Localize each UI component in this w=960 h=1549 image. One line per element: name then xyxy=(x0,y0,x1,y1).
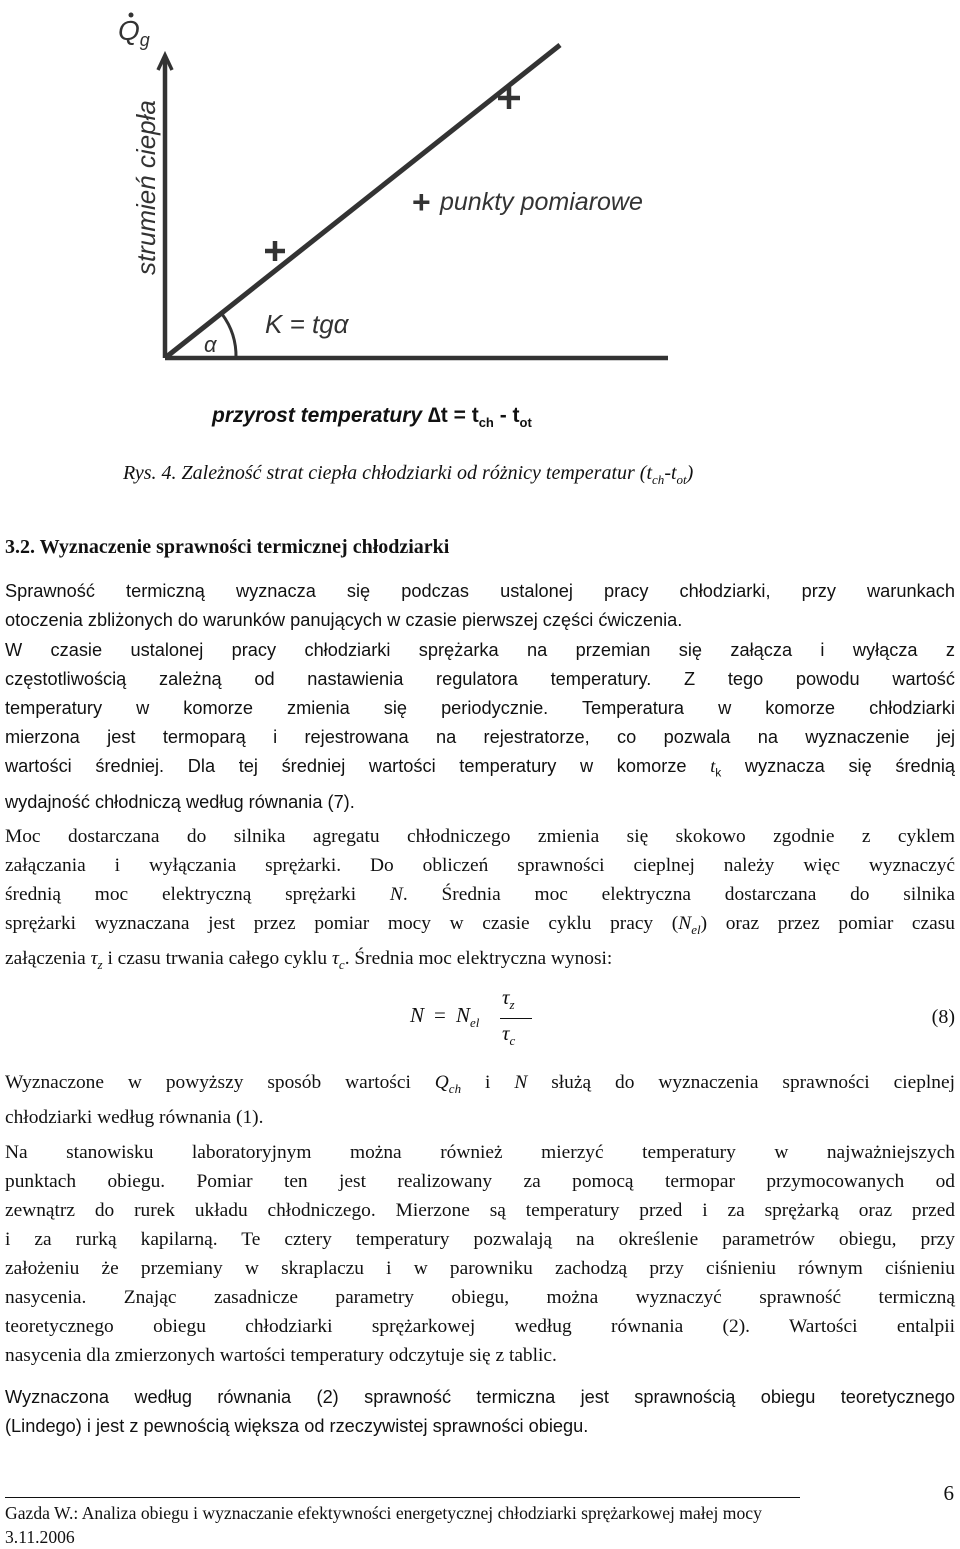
y-axis-symbol: $Q_g$ xyxy=(118,15,150,50)
slope-label: K = tgα xyxy=(265,309,349,339)
footer xyxy=(5,1501,762,1549)
angle-label: α xyxy=(204,332,217,357)
legend-marker: + xyxy=(412,184,431,220)
page-number: 6 xyxy=(943,1481,954,1505)
footer-date: 3.11.2006 xyxy=(5,1527,75,1547)
paragraph-1: Sprawność termiczną wyznacza się podczas ustalonej pracy chłodziarki, przy warunkach otoczenia zbliżonych do warunków panujących w czasie pierwszej części ćwiczenia. xyxy=(5,581,955,630)
angle-arc xyxy=(222,314,236,358)
section-heading: 3.2. Wyznaczenie sprawności termicznej chłodziarki xyxy=(5,536,450,558)
figure-heat-flux-vs-temperature xyxy=(0,0,960,470)
legend-text: punkty pomiarowe xyxy=(440,188,643,216)
formula-8: N = $N_{el}$ $\tau_z$ $\tau_c$ xyxy=(410,985,610,1055)
x-axis-label: przyrost temperatury $\Delta t = t_{ch} - t_{ot}$ xyxy=(212,404,532,431)
paragraph-4: Wyznaczone w powyższy sposób wartości $Q_{ch}$ i N służą do wyznaczenia sprawności cieplnej chłodziarki według równania (1). xyxy=(5,1072,955,1128)
paragraph-2: W czasie ustalonej pracy chłodziarki sprężarka na przemian się załącza i wyłącza z częstotliwością zależną od nastawienia regulatora temperatury. Z tego powodu wartość temperatury w komorze zmienia się periodycznie. Temperatura w komorze chłodziarki mierzona jest termoparą i rejestrowana na rejestratorze, co pozwala na wyznaczenie jej wartości średniej. Dla tej średniej wartości temperatury w komorze $t_k$ wyznacza się średnią wydajność chłodniczą według równania (7). xyxy=(5,640,956,812)
footer-rule xyxy=(5,1497,800,1498)
figure-caption: Rys. 4. Zależność strat ciepła chłodziarki od różnicy temperatur $(t_{ch}-t_{ot})$ xyxy=(123,462,694,487)
equation-number: (8) xyxy=(931,1006,955,1028)
measurement-point-1 xyxy=(265,241,285,261)
paragraph-3: Moc dostarczana do silnika agregatu chłodniczego zmienia się skokowo zgodnie z cyklem załączania i wyłączania sprężarki. Do obliczeń sprawności cieplnej należy więc wyznaczyć średnią moc elektryczną sprężarki N. Średnia moc elektryczna dostarczana do silnika sprężarki wyznaczana jest przez pomiar mocy w czasie cyklu pracy $(N_{el})$ oraz przez pomiar czasu załączenia $\tau_z$ i czasu trwania całego cyklu $\tau_c$. Średnia moc elektryczna wynosi: xyxy=(5,826,955,972)
footer-citation: Gazda W.: Analiza obiegu i wyznaczanie efektywności energetycznej chłodziarki sprężarkowej małej mocy xyxy=(5,1503,762,1523)
paragraph-5: Na stanowisku laboratoryjnym można również mierzyć temperatury w najważniejszych punktach obiegu. Pomiar ten jest realizowany za pomocą termopar przymocowanych od zewnątrz do rurek układu chłodniczego. Mierzone są temperatury przed i za sprężarką oraz przed i za rurką kapilarną. Te cztery temperatury pozwalają na określenie parametrów obiegu, przy założeniu że przemiany w skraplaczu i w parowniku zachodzą przy ciśnieniu równym ciśnieniu nasycenia. Znając zasadnicze parametry obiegu, można wyznaczyć sprawność termiczną teoretycznego obiegu chłodziarki sprężarkowej według równania (2). Wartości entalpii nasycenia dla zmierzonych wartości temperatury odczytuje się z tablic. xyxy=(5,1142,955,1366)
paragraph-6: Wyznaczona według równania (2) sprawność termiczna jest sprawnością obiegu teoretycznego (Lindego) i jest z pewnością większa od rzeczywistej sprawności obiegu. xyxy=(5,1387,955,1436)
y-axis-label: strumień ciepła xyxy=(131,100,161,275)
